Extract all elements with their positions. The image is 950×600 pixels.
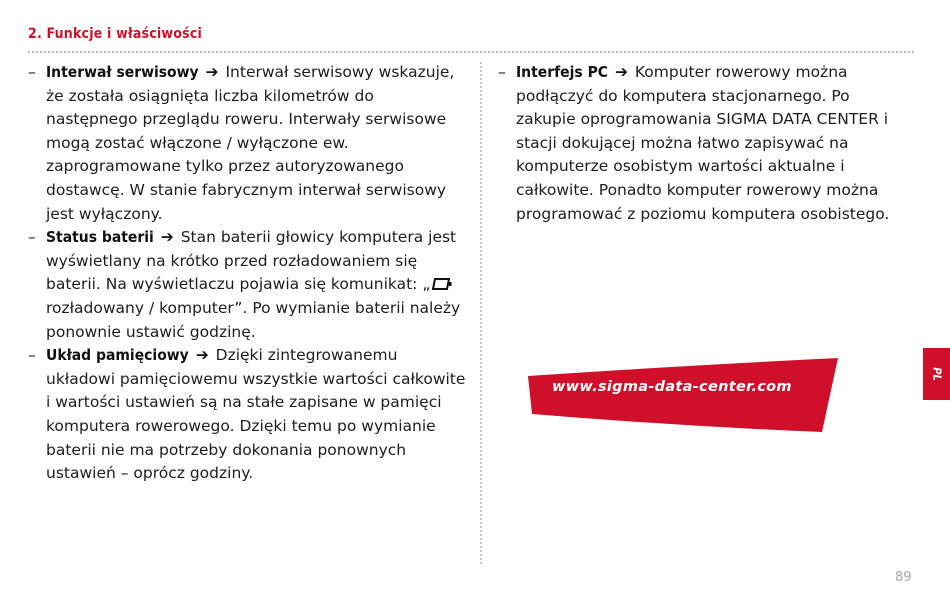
term-label: Interfejs PC [516,63,609,81]
arrow-icon: ➔ [195,346,209,365]
list-item-pc-interface [498,61,898,226]
term-label: Układ pamięciowy [46,346,189,365]
item-text: Stan baterii głowicy komputera jest wyświetlany na krótko przed rozładowaniem się baterii. Na wyświetlaczu pojawia się komunikat: „ [46,228,457,294]
left-column [28,61,468,486]
url-banner[interactable] [526,356,844,432]
dash-bullet: – [28,228,36,247]
list-item-service-interval [28,61,468,226]
item-text: Dzięki zintegrowanemu układowi pamięciowemu wszystkie wartości całkowite i wartości ustawień są na stałe zapisane w pamięci komputera rowerowego. Dzięki temu po wymianie baterii nie ma potrzeby dokonania ponownych ustawień – oprócz godziny. [46,346,466,483]
list-item-memory [28,344,468,486]
right-column [498,61,898,226]
term-label: Interwał serwisowy [46,63,199,81]
dash-bullet: – [28,63,36,81]
item-text-after-icon: rozładowany / komputer”. Po wymianie baterii należy ponownie ustawić godzinę. [46,298,461,341]
dotted-divider-vertical [480,62,482,564]
dash-bullet: – [498,63,506,81]
item-text: Interwał serwisowy wskazuje, że została osiągnięta liczba kilometrów do następnego przeglądu roweru. Interwały serwisowe mogą zostać włączone / wyłączone ew. zaprogramowane tylko przez autoryzowanego dostawcę. W stanie fabrycznym interwał serwisowy jest wyłączony. [46,63,455,223]
list-item-battery-status [28,226,468,344]
item-text: Komputer rowerowy można podłączyć do komputera stacjonarnego. Po zakupie oprogramowania SIGMA DATA CENTER i stacji dokującej można łatwo zapisywać na komputerze osobistym wartości aktualne i całkowite. Ponadto komputer rowerowy można programować z poziomu komputera osobistego. [516,63,890,223]
term-label: Status baterii [46,228,154,247]
page-number: 89 [895,570,912,585]
language-tab-label: PL [930,367,943,381]
dash-bullet: – [28,346,36,365]
dotted-divider-horizontal [28,51,914,53]
banner-url-text[interactable]: www.sigma-data-center.com [552,379,792,395]
language-tab [923,348,950,400]
arrow-icon: ➔ [160,228,174,247]
section-title: 2. Funkcje i właściwości [28,26,203,42]
arrow-icon: ➔ [205,63,219,81]
battery-icon [432,278,452,290]
arrow-icon: ➔ [614,63,628,81]
